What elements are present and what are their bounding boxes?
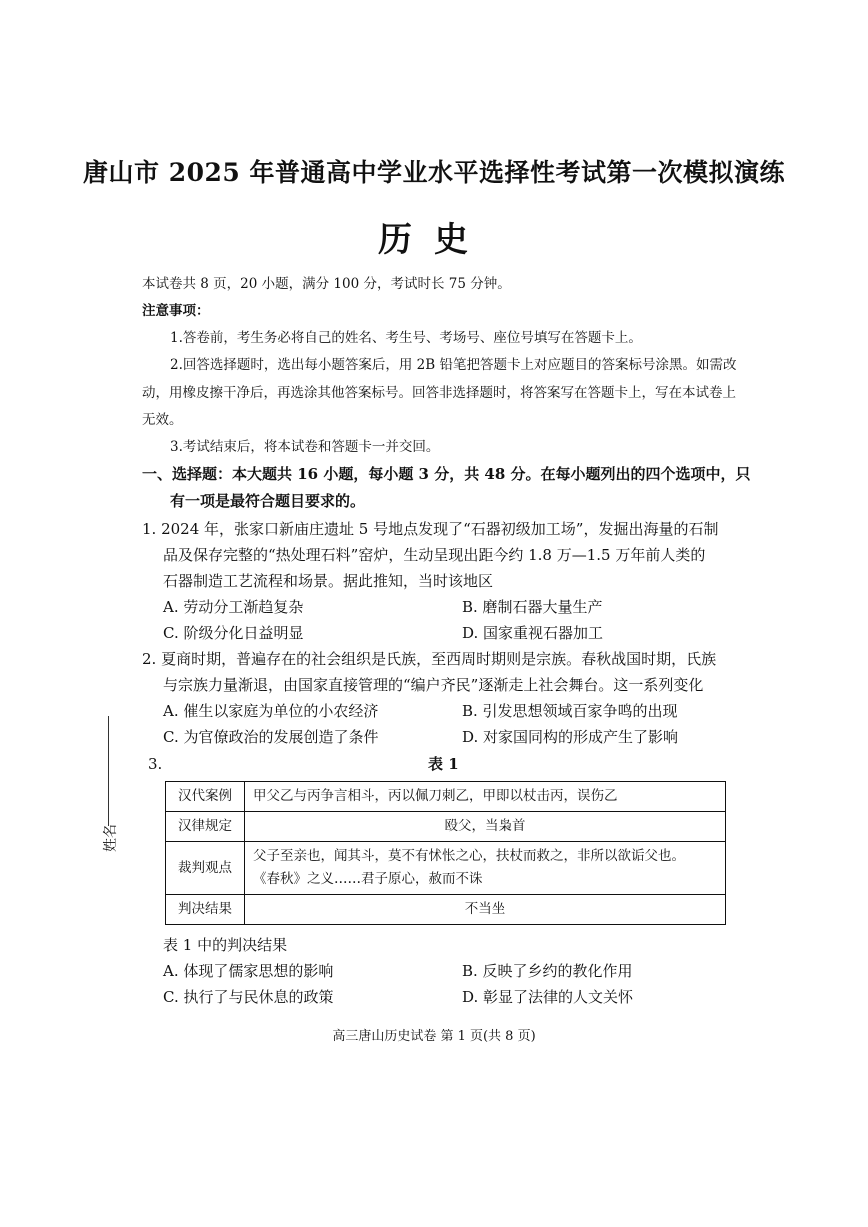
q2-option-a: A. 催生以家庭为单位的小农经济 <box>163 702 379 720</box>
section-heading-line1: 一、选择题：本大题共 16 小题，每小题 3 分，共 48 分。在每小题列出的四个选项中，只 <box>142 465 751 483</box>
page-footer: 高三唐山历史试卷 第 1 页(共 8 页) <box>332 1029 536 1044</box>
case-table <box>165 781 726 925</box>
q1-option-c: C. 阶级分化日益明显 <box>163 624 304 642</box>
q3-option-b: B. 反映了乡约的教化作用 <box>462 962 633 980</box>
table-row-header: 裁判观点 <box>166 842 245 895</box>
q1-option-b: B. 磨制石器大量生产 <box>462 598 603 616</box>
name-label: 姓名 <box>103 824 119 852</box>
q2-option-c: C. 为官僚政治的发展创造了条件 <box>163 728 379 746</box>
notes-heading: 注意事项： <box>142 303 210 319</box>
q3-number: 3. <box>148 755 163 773</box>
q3-option-c: C. 执行了与民休息的政策 <box>163 988 334 1006</box>
table-cell: 甲父乙与丙争言相斗，丙以佩刀刺乙，甲即以杖击丙，误伤乙 <box>245 782 726 812</box>
note-2-line1: 2.回答选择题时，选出每小题答案后，用 2B 铅笔把答题卡上对应题目的答案标号涂黑。如需改 <box>170 357 737 373</box>
q1-stem-line2: 品及保存完整的“热处理石料”窑炉，生动呈现出距今约 1.8 万—1.5 万年前人类的 <box>163 546 706 564</box>
name-blank-line <box>108 716 109 826</box>
q2-option-d: D. 对家国同构的形成产生了影响 <box>462 728 679 746</box>
exam-title: 唐山市 2025 年普通高中学业水平选择性考试第一次模拟演练 <box>83 158 785 187</box>
note-2-line2: 动，用橡皮擦干净后，再选涂其他答案标号。回答非选择题时，将答案写在答题卡上，写在本试卷上 <box>142 385 736 401</box>
table-cell <box>245 842 726 895</box>
table-cell-line: 《春秋》之义……君子原心，赦而不诛 <box>253 871 483 887</box>
q1-stem-line3: 石器制造工艺流程和场景。据此推知，当时该地区 <box>163 572 494 590</box>
q1-option-a: A. 劳动分工渐趋复杂 <box>163 598 304 616</box>
q3-option-a: A. 体现了儒家思想的影响 <box>163 962 334 980</box>
q2-stem-line2: 与宗族力量渐退，由国家直接管理的“编户齐民”逐渐走上社会舞台。这一系列变化 <box>163 676 704 694</box>
subject-title: 历史 <box>378 220 490 260</box>
table-cell-line: 父子至亲也，闻其斗，莫不有怵怅之心，扶杖而救之，非所以欲诟父也。 <box>253 848 685 864</box>
note-2-line3: 无效。 <box>142 412 183 428</box>
table-cell: 殴父，当枭首 <box>245 812 726 842</box>
q3-option-d: D. 彰显了法律的人文关怀 <box>462 988 634 1006</box>
section-heading-line2: 有一项是最符合题目要求的。 <box>170 492 366 510</box>
q2-stem-line1: 2. 夏商时期，普遍存在的社会组织是氏族，至西周时期则是宗族。春秋战国时期，氏族 <box>142 650 717 668</box>
table-cell: 不当坐 <box>245 895 726 925</box>
q1-option-d: D. 国家重视石器加工 <box>462 624 604 642</box>
note-1: 1.答卷前，考生务必将自己的姓名、考生号、考场号、座位号填写在答题卡上。 <box>170 330 642 346</box>
table-row <box>166 812 726 842</box>
q2-option-b: B. 引发思想领域百家争鸣的出现 <box>462 702 678 720</box>
exam-intro: 本试卷共 8 页，20 小题，满分 100 分，考试时长 75 分钟。 <box>142 276 511 292</box>
q3-stem: 表 1 中的判决结果 <box>163 936 288 954</box>
note-3: 3.考试结束后，将本试卷和答题卡一并交回。 <box>170 439 440 455</box>
table-row-header: 判决结果 <box>166 895 245 925</box>
table-row-header: 汉代案例 <box>166 782 245 812</box>
table-row <box>166 782 726 812</box>
table-row-header: 汉律规定 <box>166 812 245 842</box>
q1-stem-line1: 1. 2024 年，张家口新庙庄遗址 5 号地点发现了“石器初级加工场”，发掘出海量的石制 <box>142 520 719 538</box>
table-caption: 表 1 <box>428 755 459 773</box>
table-row <box>166 895 726 925</box>
table-row <box>166 842 726 895</box>
